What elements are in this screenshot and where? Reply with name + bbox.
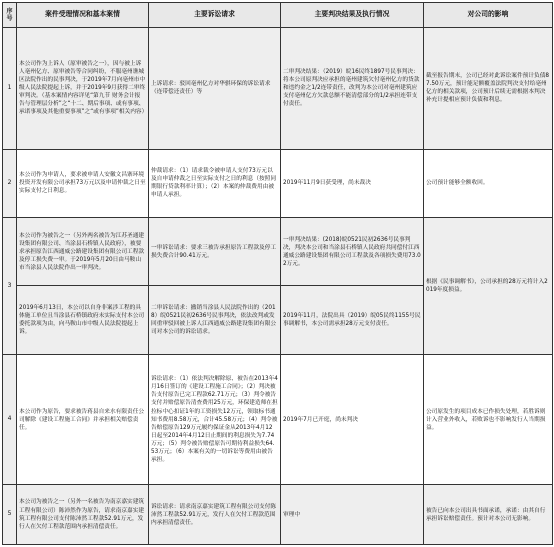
- claims-cell: 一审诉讼请求：要求三被告承担原告工程款及停工损失费合计90.41万元。: [149, 218, 281, 286]
- header-status: 主要判决结果及执行情况: [281, 3, 424, 28]
- impact-cell: 被告已向本公司出具书面承诺，承诺：由其自行承担诉讼赔偿责任。预计对本公司无影响。: [424, 485, 553, 545]
- claims-cell: 诉讼请求：（1）依法判决解除原、被告在2013年4月16日签订的《建设工程施工合同》；（2）判决被告支付原告已完工程款62.71万元；（3）判令被告支付并赔偿原告清查费用25万元，环保建造师在担拉标中心扣证1年的工资损失12万元，领取标书通知书费用8.58万元，合计45.58万元；（4）判令被告赔偿原告129万元履约保证金从2013年4月12日起至2014年4月12日止期间的利息损失为7.74万元；（5）判令被告赔偿原告可期待利益损失64.53万元；（6）本案有关的一切诉讼等费用由被告承担。: [149, 354, 281, 484]
- table-row: [3, 149, 553, 217]
- case-cell: 2019年6月13日，本公司以自身非案涉工程的具体施工单位且当涂县石桥镇政府未实际支付本公司委托款项为由，向马鞍山市中级人民法院提起上诉。: [17, 286, 149, 354]
- impact-cell: 截至报告期末，公司已经对此诉讼案件预计负债87.50万元，预计能足额覆盖法院判决支付给亳州亿方的相关款项，公司预计后续无需根据本判决补充计提相应预计负债和利息。: [424, 28, 553, 150]
- row-number: 4: [3, 354, 17, 484]
- case-cell: 本公司作为被告之一（另外两名被告为江苏圣通建设集团有限公司、当涂县石桥镇人民政府），被要求承担原告江西通威公路建设集团有限公司工程款及停工损失费一审。于2019年5月20日由马鞍山市当涂县人民法院作出一审判决。: [17, 218, 149, 286]
- case-cell: 本公司作为原告，要求被告蒋县自来水有限责任公司解除《建设工程施工合同》并承担相关赔偿责任。: [17, 354, 149, 484]
- impact-cell: 公司预计能够全额收回。: [424, 149, 553, 217]
- status-cell: 二审判决结果：（2019）皖16民终1897号民事判决：将本公司原判决应承担的亳州建筑欠付亳州亿方的货款和违约金之1/2连带责任，改判为本公司对亳州建筑应支付亳州亿方欠款总额不能清偿部分的1/2承担连带支付责任。: [281, 28, 424, 150]
- impact-cell: 根据《民事调解书》，公司承担的28万元将计入2019年度损益。: [424, 218, 553, 355]
- claims-cell: 上诉请求：驳回亳州亿方对华骐环保的诉讼请求（连带偿还责任）等: [149, 28, 281, 150]
- status-cell: 审理中: [281, 485, 424, 545]
- header-claims: 主要诉讼请求: [149, 3, 281, 28]
- case-cell: 本公司作为申请人，要求被申请人安徽文昌寨环境投资开发有限公司承担73万元以及申请仲裁之日至实际支付之日利息。: [17, 149, 149, 217]
- status-cell: 2019年11月9日获受理，尚未裁决: [281, 149, 424, 217]
- claims-cell: 诉讼请求：请求南京嘉实建筑工程有限公司支付陈沛然工程款52.91万元，发行人在欠付工程款范围内承担清偿责任。: [149, 485, 281, 545]
- row-number: 5: [3, 485, 17, 545]
- table-row: [3, 28, 553, 150]
- header-no: 序号: [3, 3, 17, 28]
- header-case: 案件受理情况和基本案情: [17, 3, 149, 28]
- litigation-table: [2, 2, 553, 545]
- impact-cell: 公司原发生的项目成本已作损失处理，若胜诉则计入营业外收入，若败诉也不影响发行人当期损益。: [424, 354, 553, 484]
- claims-cell: 仲裁请求：（1）请求裁令被申请人支付73万元以及自申请仲裁之日至实际支付之日的利息（按照同期银行贷款利率计算）；（2）本案的仲裁费用由被申请人承担。: [149, 149, 281, 217]
- row-number: 2: [3, 149, 17, 217]
- status-cell: 2019年7月已开庭，尚未判决: [281, 354, 424, 484]
- table-row: [3, 354, 553, 484]
- case-cell: 本公司作为上诉人（原审被告之一），因与被上诉人亳州亿方、原审被告等合同纠纷，不服亳州谯城区法院作出的民事判决，于2019年7月向亳州市中级人民法院提起上诉，并于2019年9月获得二审终审判决。（基本案情内容详见“第九节 财务会计报告与管理层分析”之“十二、期后事项、或有事项、承诺事项及其他重要事项”之“或有事项”相关内容）: [17, 28, 149, 150]
- row-number: 3: [3, 218, 17, 355]
- status-cell: 一审判决结果：(2018)皖0521民初2636号民事判决，判决本公司和当涂县石桥镇人民政府共同偿付江西通威公路建设集团有限公司工程款及各项损失费用73.02万元。: [281, 218, 424, 286]
- claims-cell: 二审诉讼请求：撤销当涂县人民法院作出的（2018）皖0521民初2636号民事判决，依法改判或发回重审驳回被上诉人江西通威公路建设集团有限公司对本公司的诉讼请求。: [149, 286, 281, 354]
- header-impact: 对公司的影响: [424, 3, 553, 28]
- row-number: 1: [3, 28, 17, 150]
- table-row: [3, 485, 553, 545]
- status-cell: 2019年11月，法院出具（2019）皖05民终1155号民事调解书，本公司需承担28万元支付责任。: [281, 286, 424, 354]
- table-header-row: [3, 3, 553, 28]
- table-row: [3, 218, 553, 286]
- case-cell: 本公司为被告之一（另外一名被告为南京嘉实建筑工程有限公司）陈沛然作为原告，请求南京嘉实建筑工程有限公司支付陈沛然工程款52.91万元，发行人在欠付工程款范围内承担清偿责任。: [17, 485, 149, 545]
